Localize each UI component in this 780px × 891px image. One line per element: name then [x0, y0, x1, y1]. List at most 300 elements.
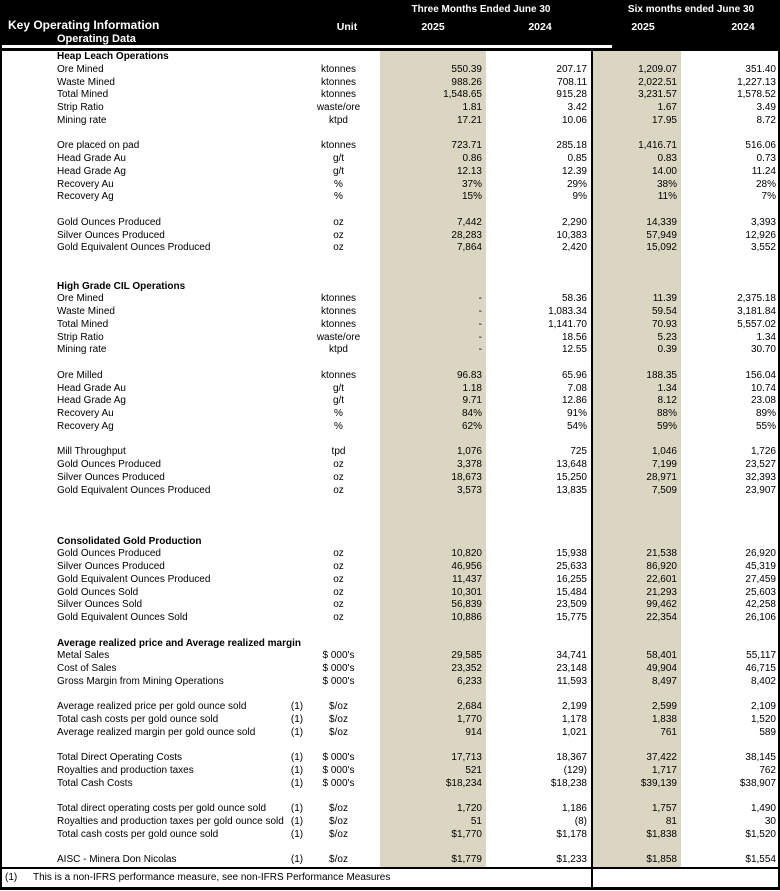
- value-3mo-2025: 46,956: [451, 561, 482, 572]
- table-row: [2, 191, 778, 204]
- value-3mo-2024: 13,648: [556, 459, 587, 470]
- table-row: [2, 344, 778, 357]
- page-title: Key Operating Information: [8, 18, 160, 32]
- value-6mo-2025: 1,209.07: [638, 63, 677, 75]
- value-6mo-2025: 37,422: [646, 752, 677, 764]
- value-3mo-2024: 12.39: [561, 165, 587, 177]
- value-6mo-2025: 57,949: [646, 229, 677, 241]
- footnote-marker-cell: [282, 548, 312, 561]
- value-3mo-2024: 2,199: [561, 701, 587, 713]
- unit-cell: $/oz: [329, 726, 348, 738]
- value-6mo-2025: 2,599: [651, 701, 677, 713]
- footnote-marker-cell: (1): [290, 714, 304, 725]
- value-6mo-2025: 22,601: [646, 573, 677, 585]
- unit-cell: oz: [333, 484, 344, 496]
- value-3mo-2024: 725: [570, 446, 587, 458]
- value-3mo-2024: 7.08: [567, 382, 587, 394]
- footnote-marker-cell: (1): [290, 828, 304, 840]
- unit-cell: $ 000's: [322, 765, 355, 776]
- table-row: [2, 395, 778, 408]
- spacer-row: [2, 740, 778, 753]
- row-label: Consolidated Gold Production: [57, 535, 202, 547]
- value-6mo-2025: 14,339: [646, 216, 677, 228]
- table-row: [2, 599, 778, 612]
- spacer-row: [2, 510, 778, 523]
- value-3mo-2025: [365, 51, 486, 64]
- value-3mo-2025: $1,779: [451, 854, 482, 866]
- value-6mo-2025: 59%: [656, 420, 677, 432]
- year-header-3mo-2024: 2024: [528, 21, 552, 33]
- value-6mo-2025: 21,293: [646, 586, 677, 598]
- value-6mo-2024: [681, 51, 778, 64]
- value-3mo-2024: 12.55: [561, 344, 587, 356]
- row-label: Metal Sales: [57, 650, 110, 662]
- footnote-marker-cell: [282, 536, 312, 549]
- table-row: [2, 153, 778, 166]
- table-row: [2, 446, 778, 459]
- unit-cell: ktonnes: [320, 140, 357, 152]
- row-label: Gold Ounces Sold: [57, 586, 139, 598]
- row-label: Gold Equivalent Ounces Produced: [57, 573, 211, 585]
- value-3mo-2024: $1,178: [556, 828, 587, 840]
- table-row: [2, 854, 778, 867]
- value-6mo-2025: 1.67: [657, 102, 677, 113]
- value-3mo-2024: 1,083.34: [548, 306, 587, 317]
- row-label: Total Mined: [57, 318, 109, 330]
- unit-cell: ktonnes: [320, 76, 357, 88]
- value-6mo-2024: 25,603: [745, 586, 776, 598]
- footnote-marker-cell: [282, 115, 312, 128]
- value-3mo-2024: 65.96: [561, 369, 587, 381]
- value-6mo-2024: 762: [759, 765, 776, 776]
- table-row: [2, 803, 778, 816]
- value-6mo-2025: 188.35: [646, 369, 677, 381]
- section-header-row: [2, 281, 778, 294]
- footnote-marker-cell: (1): [290, 777, 304, 789]
- value-3mo-2024: 2,290: [561, 216, 587, 228]
- row-label: Gold Equivalent Ounces Produced: [57, 484, 211, 496]
- table-row: [2, 650, 778, 663]
- value-3mo-2025: 15%: [461, 191, 482, 203]
- header-underline: [0, 45, 612, 48]
- table-row: [2, 115, 778, 128]
- unit-cell: $/oz: [329, 816, 348, 827]
- value-3mo-2025: 6,233: [456, 675, 482, 687]
- spacer-row: [2, 497, 778, 510]
- footnote-marker-cell: (1): [290, 816, 304, 827]
- row-label: Total cash costs per gold ounce sold: [57, 714, 219, 725]
- value-6mo-2024: $38,907: [739, 777, 776, 789]
- value-6mo-2025: 0.83: [657, 153, 677, 164]
- column-group-three-months: Three Months Ended June 30: [411, 4, 551, 15]
- value-6mo-2024: [681, 536, 778, 549]
- footnote-marker-cell: [282, 663, 312, 676]
- row-label: Gold Ounces Produced: [57, 216, 161, 228]
- table-row: [2, 765, 778, 778]
- row-label: AISC - Minera Don Nicolas: [57, 854, 177, 866]
- value-6mo-2025: 99,462: [646, 599, 677, 611]
- value-3mo-2025: 84%: [461, 408, 482, 419]
- row-label: Mining rate: [57, 344, 107, 356]
- footnote-marker-cell: [282, 650, 312, 663]
- table-row: [2, 829, 778, 842]
- table-row: [2, 217, 778, 230]
- value-3mo-2024: 915.28: [556, 89, 587, 101]
- row-label: Ore Milled: [57, 369, 103, 381]
- table-row: [2, 306, 778, 319]
- value-6mo-2024: 23.08: [750, 395, 776, 407]
- footnote-marker-cell: [282, 281, 312, 294]
- footnote-marker-cell: [282, 472, 312, 485]
- value-3mo-2024: [486, 536, 591, 549]
- table-row: [2, 77, 778, 90]
- table-row: [2, 332, 778, 345]
- value-6mo-2025: 7,199: [651, 459, 677, 470]
- footnote-marker-cell: [282, 140, 312, 153]
- footnote-text: This is a non-IFRS performance measure, see non-IFRS Performance Measures: [33, 872, 391, 883]
- unit-cell: %: [334, 191, 343, 203]
- value-6mo-2025: 0.39: [657, 344, 677, 356]
- row-label: Silver Ounces Produced: [57, 561, 165, 572]
- unit-cell: $ 000's: [322, 663, 355, 674]
- value-6mo-2025: 3,231.57: [638, 89, 677, 101]
- value-3mo-2024: 1,021: [561, 726, 587, 738]
- value-3mo-2024: [486, 51, 591, 64]
- value-6mo-2024: 2,109: [750, 701, 776, 713]
- unit-cell: $ 000's: [322, 752, 355, 764]
- table-row: [2, 472, 778, 485]
- value-6mo-2024: 8,402: [750, 675, 776, 687]
- value-3mo-2024: (8): [574, 816, 587, 827]
- value-6mo-2025: $39,139: [640, 777, 677, 789]
- footnote-marker-cell: [282, 242, 312, 255]
- footnote-marker: (1): [5, 872, 18, 883]
- row-label: Average realized margin per gold ounce sold: [57, 726, 256, 738]
- value-6mo-2025: 59.54: [651, 306, 677, 317]
- value-3mo-2025: [365, 536, 486, 549]
- value-6mo-2024: 589: [759, 726, 776, 738]
- row-label: Ore Mined: [57, 63, 104, 75]
- value-6mo-2025: 81: [665, 816, 677, 827]
- value-3mo-2024: 2,420: [561, 242, 587, 254]
- value-3mo-2025: -: [478, 318, 482, 330]
- value-6mo-2025: 22,354: [646, 612, 677, 623]
- value-6mo-2025: 1.34: [657, 382, 677, 394]
- unit-cell: waste/ore: [316, 331, 361, 343]
- row-label: High Grade CIL Operations: [57, 280, 186, 292]
- value-3mo-2024: 15,938: [556, 548, 587, 560]
- value-3mo-2025: 12.13: [456, 165, 482, 177]
- value-3mo-2025: [365, 281, 486, 294]
- value-6mo-2024: 26,920: [745, 548, 776, 560]
- value-3mo-2024: [486, 638, 591, 651]
- value-6mo-2024: 1,578.52: [737, 89, 776, 101]
- row-label: Head Grade Au: [57, 382, 126, 394]
- value-6mo-2024: 3,393: [750, 216, 776, 228]
- footnote-marker-cell: [282, 370, 312, 383]
- value-6mo-2024: 42,258: [745, 599, 776, 611]
- unit-cell: $/oz: [329, 828, 348, 840]
- value-6mo-2025: 8.12: [657, 395, 677, 407]
- unit-cell: oz: [333, 216, 344, 228]
- value-3mo-2025: 17,713: [451, 752, 482, 764]
- footnote-marker-cell: [282, 51, 312, 64]
- footnote-marker-cell: [282, 319, 312, 332]
- footnote-marker-cell: [282, 676, 312, 689]
- value-3mo-2025: 9.71: [462, 395, 482, 407]
- value-3mo-2025: 28,283: [451, 229, 482, 241]
- spacer-row: [2, 523, 778, 536]
- value-3mo-2025: 11,437: [452, 573, 482, 585]
- table-row: [2, 612, 778, 625]
- spacer-row: [2, 128, 778, 141]
- value-6mo-2024: 55,117: [746, 650, 776, 662]
- unit-cell: ktonnes: [320, 318, 357, 330]
- value-6mo-2024: 30.70: [750, 344, 776, 356]
- unit-cell: %: [334, 408, 343, 419]
- value-3mo-2024: 15,250: [556, 471, 587, 483]
- value-3mo-2024: (129): [563, 765, 587, 776]
- value-3mo-2024: [486, 281, 591, 294]
- value-6mo-2024: 3.49: [756, 102, 776, 113]
- footnote-marker-cell: [282, 306, 312, 319]
- value-6mo-2024: [681, 638, 778, 651]
- value-3mo-2024: 18.56: [561, 331, 587, 343]
- footnote-marker-cell: [282, 166, 312, 179]
- unit-cell: oz: [333, 599, 344, 611]
- value-6mo-2025: $1,858: [646, 854, 677, 866]
- table-row: [2, 816, 778, 829]
- unit-cell: ktpd: [329, 114, 348, 126]
- value-3mo-2025: -: [478, 344, 482, 356]
- table-row: [2, 319, 778, 332]
- table-row: [2, 140, 778, 153]
- value-6mo-2024: 28%: [755, 178, 776, 190]
- value-3mo-2024: 3.42: [567, 102, 587, 113]
- footnote-marker-cell: (1): [290, 752, 304, 764]
- value-6mo-2024: 3,552: [750, 242, 776, 254]
- table-row: [2, 179, 778, 192]
- value-3mo-2024: 708.11: [557, 76, 587, 88]
- year-header-6mo-2024: 2024: [731, 21, 755, 33]
- footnote-marker-cell: [282, 587, 312, 600]
- unit-cell: ktonnes: [320, 293, 357, 305]
- table-row: [2, 587, 778, 600]
- value-3mo-2024: 10,383: [556, 229, 587, 241]
- value-6mo-2025: 1,838: [651, 714, 677, 725]
- unit-cell: g/t: [332, 153, 345, 164]
- unit-cell: [312, 281, 365, 294]
- value-3mo-2025: 1.81: [462, 102, 482, 113]
- row-label: Recovery Ag: [57, 191, 114, 203]
- table-row: [2, 778, 778, 791]
- value-6mo-2024: 11.24: [751, 165, 776, 177]
- row-label: Gold Equivalent Ounces Produced: [57, 242, 211, 254]
- value-3mo-2025: 1,770: [456, 714, 482, 725]
- value-3mo-2024: 23,148: [556, 663, 587, 674]
- value-3mo-2025: 550.39: [451, 63, 482, 75]
- row-label: Ore placed on pad: [57, 140, 140, 152]
- footnote-marker-cell: [282, 408, 312, 421]
- table-row: [2, 676, 778, 689]
- value-6mo-2025: 58,401: [646, 650, 677, 662]
- unit-cell: [312, 51, 365, 64]
- footnote-marker-cell: (1): [290, 765, 304, 776]
- value-3mo-2025: -: [478, 306, 482, 317]
- table-header: [0, 0, 780, 51]
- row-label: Average realized price per gold ounce sold: [57, 701, 247, 713]
- table-row: [2, 102, 778, 115]
- row-label: Heap Leach Operations: [57, 51, 169, 62]
- unit-cell: $ 000's: [322, 675, 355, 687]
- value-3mo-2024: 12.86: [561, 395, 587, 407]
- table-row: [2, 727, 778, 740]
- footnote-marker-cell: [282, 89, 312, 102]
- table-row: [2, 548, 778, 561]
- value-3mo-2024: 58.36: [561, 293, 587, 305]
- value-3mo-2025: 10,820: [451, 548, 482, 560]
- row-label: Total Cash Costs: [57, 777, 133, 789]
- unit-cell: ktpd: [329, 344, 348, 356]
- table-row: [2, 701, 778, 714]
- value-3mo-2025: 7,442: [456, 216, 482, 228]
- value-6mo-2024: 1,726: [750, 446, 776, 458]
- footnote-marker-cell: (1): [290, 726, 304, 738]
- row-label: Recovery Au: [57, 408, 114, 419]
- value-3mo-2025: 62%: [461, 420, 482, 432]
- table-row: [2, 383, 778, 396]
- value-6mo-2024: 23,907: [745, 484, 776, 496]
- table-row: [2, 752, 778, 765]
- value-3mo-2025: 1,076: [456, 446, 482, 458]
- value-6mo-2025: [593, 281, 681, 294]
- unit-cell: ktonnes: [320, 63, 357, 75]
- row-label: Royalties and production taxes: [57, 765, 194, 776]
- spacer-row: [2, 255, 778, 268]
- unit-cell: ktonnes: [320, 306, 357, 317]
- value-6mo-2025: 11%: [657, 191, 677, 203]
- row-label: Recovery Au: [57, 178, 114, 190]
- table-row: [2, 230, 778, 243]
- value-6mo-2025: 7,509: [651, 484, 677, 496]
- value-3mo-2025: 18,673: [451, 471, 482, 483]
- footnote-marker-cell: [282, 217, 312, 230]
- value-6mo-2025: 21,538: [646, 548, 677, 560]
- unit-cell: [312, 536, 365, 549]
- footnote-marker-cell: [282, 485, 312, 498]
- value-6mo-2024: 10.74: [750, 382, 776, 394]
- footnote-marker-cell: [282, 77, 312, 90]
- table-row: [2, 574, 778, 587]
- value-3mo-2025: -: [478, 293, 482, 305]
- spacer-row: [2, 842, 778, 855]
- footnote-marker-cell: (1): [290, 701, 304, 713]
- row-label: Head Grade Ag: [57, 395, 126, 407]
- table-row: [2, 714, 778, 727]
- row-label: Total direct operating costs per gold ounce sold: [57, 803, 267, 815]
- table-row: [2, 561, 778, 574]
- footnote-marker-cell: [282, 638, 312, 651]
- value-6mo-2024: 23,527: [745, 459, 776, 470]
- value-6mo-2024: 5,557.02: [737, 318, 776, 330]
- value-6mo-2025: 1,717: [651, 765, 677, 776]
- value-3mo-2025: 1,720: [456, 803, 482, 815]
- value-6mo-2024: [681, 281, 778, 294]
- value-6mo-2025: 28,971: [646, 471, 677, 483]
- footnote-marker-cell: (1): [290, 803, 304, 815]
- row-label: Recovery Ag: [57, 420, 114, 432]
- footnote-marker-cell: [282, 191, 312, 204]
- footnote-marker-cell: [282, 395, 312, 408]
- value-6mo-2024: 351.40: [745, 63, 776, 75]
- value-3mo-2024: 10.06: [561, 114, 587, 126]
- row-label: Cost of Sales: [57, 663, 117, 674]
- value-6mo-2024: 27,459: [745, 573, 776, 585]
- value-3mo-2025: $18,234: [445, 777, 482, 789]
- value-3mo-2025: 3,573: [456, 484, 482, 496]
- value-6mo-2024: 1.34: [756, 331, 776, 343]
- footnote-marker-cell: [282, 153, 312, 166]
- value-3mo-2025: 1,548.65: [443, 89, 482, 101]
- value-6mo-2025: 88%: [656, 408, 677, 419]
- unit-cell: oz: [333, 573, 344, 585]
- value-3mo-2025: 23,352: [451, 663, 482, 674]
- spacer-row: [2, 791, 778, 804]
- footnote-marker-cell: (1): [290, 854, 304, 866]
- table-body: [2, 51, 778, 867]
- value-6mo-2025: [593, 638, 681, 651]
- table-row: [2, 89, 778, 102]
- value-6mo-2024: 516.06: [745, 140, 776, 152]
- row-label: Mining rate: [57, 114, 107, 126]
- value-6mo-2024: 26,106: [745, 612, 776, 623]
- unit-cell: oz: [333, 459, 344, 470]
- unit-cell: oz: [333, 548, 344, 560]
- value-6mo-2025: 5.23: [657, 331, 677, 343]
- value-3mo-2025: 914: [465, 726, 482, 738]
- value-6mo-2024: 8.72: [756, 114, 776, 126]
- unit-cell: g/t: [332, 165, 345, 177]
- unit-cell: $ 000's: [322, 777, 355, 789]
- value-6mo-2024: 45,319: [745, 561, 776, 572]
- footnote-row: [0, 867, 780, 890]
- row-label: Silver Ounces Sold: [57, 599, 143, 611]
- value-6mo-2025: 1,416.71: [638, 140, 677, 152]
- section-header-row: [2, 536, 778, 549]
- value-6mo-2024: $1,554: [745, 854, 776, 866]
- spacer-row: [2, 357, 778, 370]
- footnote-marker-cell: [282, 561, 312, 574]
- table-row: [2, 293, 778, 306]
- value-6mo-2024: 55%: [755, 420, 776, 432]
- footnote-marker-cell: [282, 574, 312, 587]
- row-label: Gold Ounces Produced: [57, 459, 161, 470]
- value-3mo-2024: 15,775: [556, 612, 587, 623]
- value-3mo-2025: 29,585: [451, 650, 482, 662]
- value-3mo-2025: 988.26: [451, 76, 482, 88]
- footnote-marker-cell: [282, 179, 312, 192]
- year-header-3mo-2025: 2025: [421, 21, 445, 33]
- value-3mo-2025: 10,301: [451, 586, 482, 598]
- unit-cell: oz: [333, 229, 344, 241]
- value-3mo-2024: 1,186: [561, 803, 587, 815]
- row-label: Head Grade Au: [57, 153, 126, 164]
- value-3mo-2025: 521: [465, 765, 482, 776]
- value-6mo-2025: 38%: [656, 178, 677, 190]
- unit-cell: ktonnes: [320, 89, 357, 101]
- value-6mo-2024: 1,490: [750, 803, 776, 815]
- value-3mo-2025: [365, 638, 486, 651]
